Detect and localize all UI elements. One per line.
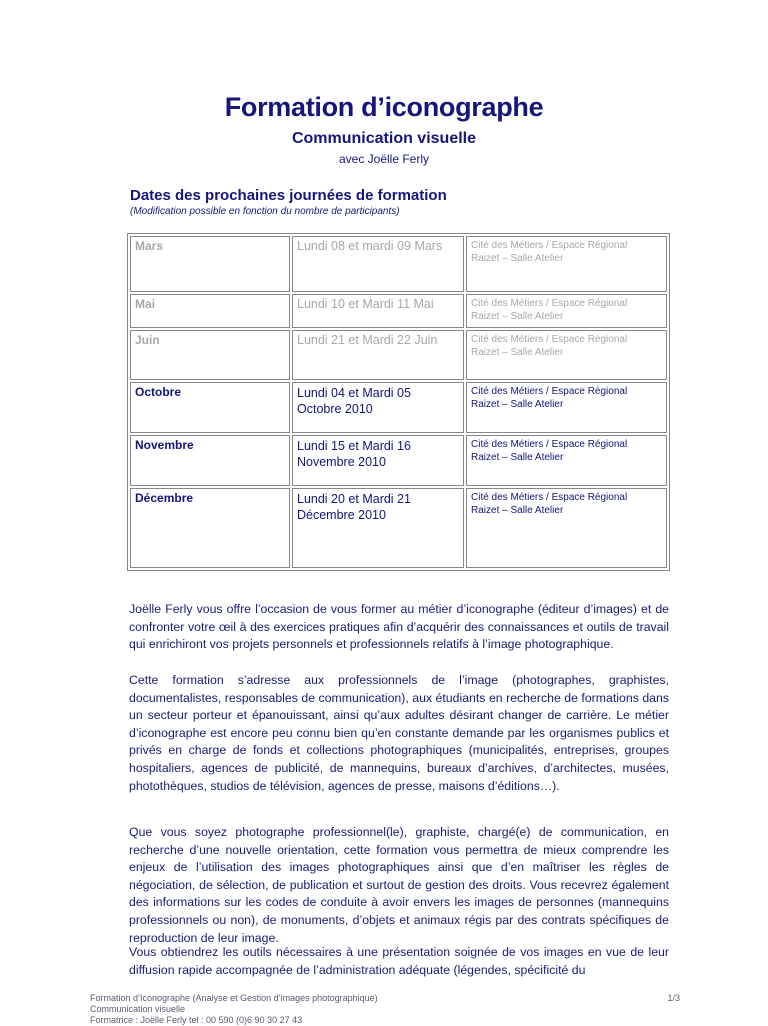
page-number: 1/3 xyxy=(667,993,680,1003)
session-month: Décembre xyxy=(130,488,290,568)
session-place: Cité des Métiers / Espace Régional Raizet – Salle Atelier xyxy=(466,294,667,328)
session-dates: Lundi 15 et Mardi 16 Novembre 2010 xyxy=(292,435,464,486)
schedule-row xyxy=(130,330,667,380)
audience-paragraph: Cette formation s’adresse aux professionnels de l’image (photographes, graphistes, documentalistes, responsables de communication), aux étudiants en recherche de formations dans un secteur porteur et épanouissant, ainsi qu’aux adultes désirant changer de carrière. Le métier d’iconographe est encore peu connu bien qu’en constante demande par les organismes publics et privés en charge de fonds et collections photographiques (municipalités, entreprises, groupes hospitaliers, agences de publicité, de mannequins, bureaux d’archives, d’architectes, musées, photothèques, studios de télévision, agences de presse, maisons d’éditions…). xyxy=(129,673,669,793)
schedule-row xyxy=(130,435,667,486)
schedule-row xyxy=(130,382,667,433)
session-month: Novembre xyxy=(130,435,290,486)
session-month: Octobre xyxy=(130,382,290,433)
intro-paragraph: Joëlle Ferly vous offre l’occasion de vous former au métier d’iconographe (éditeur d’images) et de confronter votre œil à des exercices pratiques afin d’acquérir des connaissances et outils de travail qui enrichiront vos projets personnels et professionnels relatifs à l’image photographique. xyxy=(129,602,669,652)
session-dates: Lundi 10 et Mardi 11 Mai xyxy=(292,294,464,328)
session-place: Cité des Métiers / Espace Régional Raizet – Salle Atelier xyxy=(466,236,667,292)
session-dates: Lundi 20 et Mardi 21 Décembre 2010 xyxy=(292,488,464,568)
footer-course-title: Formation d’Iconographe (Analyse et Gestion d’images photographique) xyxy=(90,993,378,1003)
page-footer xyxy=(90,993,680,1026)
session-place: Cité des Métiers / Espace Régional Raizet – Salle Atelier xyxy=(466,330,667,380)
session-dates: Lundi 08 et mardi 09 Mars xyxy=(292,236,464,292)
session-place: Cité des Métiers / Espace Régional Raizet – Salle Atelier xyxy=(466,435,667,486)
session-month: Mai xyxy=(130,294,290,328)
session-month: Juin xyxy=(130,330,290,380)
author-line: avec Joëlle Ferly xyxy=(338,152,430,166)
dates-heading: Dates des prochaines journées de formation xyxy=(130,187,447,204)
tools-paragraph: Vous obtiendrez les outils nécessaires à une présentation soignée de vos images en vue de leur diffusion rapide accompagnée de l’administration adéquate (légendes, spécificité du xyxy=(129,945,669,977)
session-place: Cité des Métiers / Espace Régional Raizet – Salle Atelier xyxy=(466,382,667,433)
session-place: Cité des Métiers / Espace Régional Raizet – Salle Atelier xyxy=(466,488,667,568)
session-month: Mars xyxy=(130,236,290,292)
schedule-row xyxy=(130,236,667,292)
footer-course-subtitle: Communication visuelle xyxy=(90,1004,186,1014)
schedule-row xyxy=(130,488,667,568)
dates-note: (Modification possible en fonction du nombre de participants) xyxy=(130,206,400,217)
session-dates: Lundi 21 et Mardi 22 Juin xyxy=(292,330,464,380)
schedule-row xyxy=(130,294,667,328)
schedule-table xyxy=(127,233,670,571)
document-subtitle: Communication visuelle xyxy=(291,130,477,147)
benefits-paragraph: Que vous soyez photographe professionnel(le), graphiste, chargé(e) de communication, en recherche d’une nouvelle orientation, cette formation vous permettra de mieux comprendre les enjeux de l’utilisation des images photographiques ainsi que d’en maîtriser les règles de négociation, de sélection, de publication et surtout de gestion des droits. Vous recevrez également des informations sur les codes de conduite à avoir envers les images de personnes (mannequins professionnels ou non), de monuments, d’objets et animaux régis par des contrats spécifiques de reproduction de leur image. xyxy=(129,825,669,945)
document-title: Formation d’iconographe xyxy=(224,92,544,122)
session-dates: Lundi 04 et Mardi 05 Octobre 2010 xyxy=(292,382,464,433)
footer-trainer-contact: Formatrice : Joëlle Ferly tel : 00 590 (0)6 90 30 27 43 xyxy=(90,1015,303,1025)
